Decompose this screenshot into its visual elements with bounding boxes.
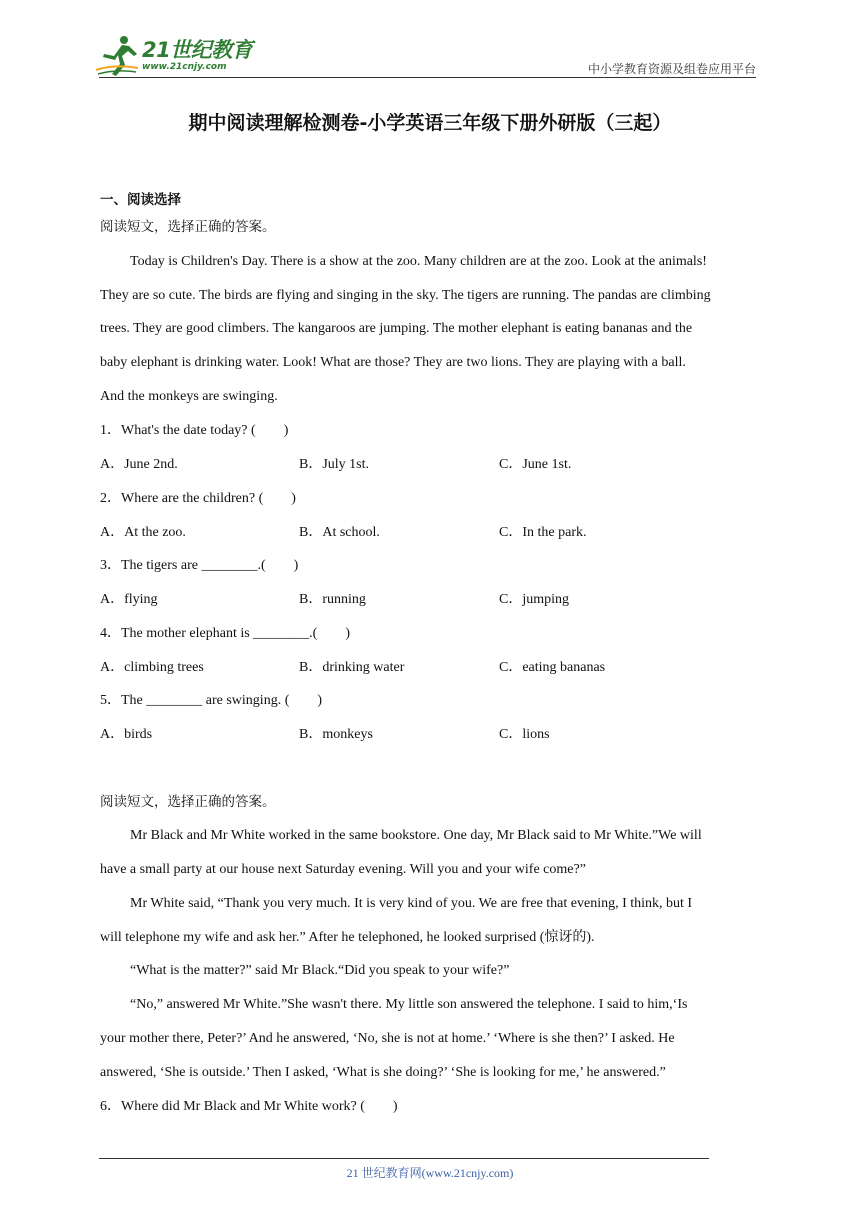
question-6: 6．Where did Mr Black and Mr White work? ( ): [100, 1099, 398, 1114]
option-a[interactable]: A．climbing trees: [100, 660, 204, 675]
passage-line: trees. They are good climbers. The kangaroos are jumping. The mother elephant is eating bananas and the: [100, 321, 693, 336]
passage-line: Mr Black and Mr White worked in the same bookstore. One day, Mr Black said to Mr White.”We will: [130, 828, 702, 843]
option-b[interactable]: B．drinking water: [299, 660, 405, 675]
option-c[interactable]: C．jumping: [499, 592, 570, 607]
option-a[interactable]: A．June 2nd.: [100, 457, 178, 472]
logo: [94, 34, 264, 78]
question-5: 5．The ________ are swinging. ( ): [100, 693, 323, 708]
passage-line: have a small party at our house next Saturday evening. Will you and your wife come?”: [100, 862, 586, 877]
section-instruction: 阅读短文，选择正确的答案。: [100, 794, 276, 810]
question-2: 2．Where are the children? ( ): [100, 491, 296, 506]
passage-line: And the monkeys are swinging.: [100, 389, 278, 404]
passage-line: will telephone my wife and ask her.” After he telephoned, he looked surprised (惊讶的).: [100, 930, 595, 945]
question-1: 1．What's the date today? ( ): [100, 423, 289, 438]
section-heading: 一、阅读选择: [100, 192, 181, 208]
runner-logo-icon: [94, 34, 140, 78]
option-b[interactable]: B．At school.: [299, 525, 380, 540]
option-c[interactable]: C．In the park.: [499, 525, 587, 540]
page-header: [0, 0, 860, 80]
option-a[interactable]: A．birds: [100, 727, 153, 742]
question-3: 3．The tigers are ________.( ): [100, 558, 299, 573]
passage-line: Mr White said, “Thank you very much. It is very kind of you. We are free that evening, I think, but I: [130, 896, 693, 911]
platform-label: 中小学教育资源及组卷应用平台: [587, 62, 756, 76]
option-a[interactable]: A．At the zoo.: [100, 525, 186, 540]
footer-divider: [99, 1158, 709, 1159]
header-divider: [99, 77, 756, 78]
option-c[interactable]: C．lions: [499, 727, 550, 742]
option-b[interactable]: B．July 1st.: [299, 457, 370, 472]
page-footer[interactable]: 21 世纪教育网(www.21cnjy.com): [346, 1166, 514, 1180]
passage-line: your mother there, Peter?’ And he answered, ‘No, she is not at home.’ ‘Where is she then?’ I asked. He: [100, 1031, 675, 1046]
passage-line: “No,” answered Mr White.”She wasn't there. My little son answered the telephone. I said to him,‘Is: [130, 997, 688, 1012]
option-a[interactable]: A．flying: [100, 592, 158, 607]
passage-line: Today is Children's Day. There is a show at the zoo. Many children are at the zoo. Look at the animals!: [130, 254, 707, 269]
passage-line: answered, ‘She is outside.’ Then I asked, ‘What is she doing?’ ‘She is looking for me,’ he answered.”: [100, 1065, 666, 1080]
logo-main-text: 21世纪教育: [142, 38, 253, 62]
passage-line: They are so cute. The birds are flying and singing in the sky. The tigers are running. The pandas are climbing: [100, 288, 711, 303]
logo-url-text: www.21cnjy.com: [142, 62, 227, 72]
section-instruction: 阅读短文，选择正确的答案。: [100, 219, 276, 235]
question-4: 4．The mother elephant is ________.( ): [100, 626, 351, 641]
passage-line: “What is the matter?” said Mr Black.“Did you speak to your wife?”: [130, 963, 510, 978]
option-b[interactable]: B．running: [299, 592, 366, 607]
option-c[interactable]: C．eating bananas: [499, 660, 606, 675]
passage-line: baby elephant is drinking water. Look! What are those? They are two lions. They are playing with a ball.: [100, 355, 686, 370]
option-b[interactable]: B．monkeys: [299, 727, 373, 742]
option-c[interactable]: C．June 1st.: [499, 457, 572, 472]
page-title: 期中阅读理解检测卷-小学英语三年级下册外研版（三起）: [188, 112, 672, 134]
